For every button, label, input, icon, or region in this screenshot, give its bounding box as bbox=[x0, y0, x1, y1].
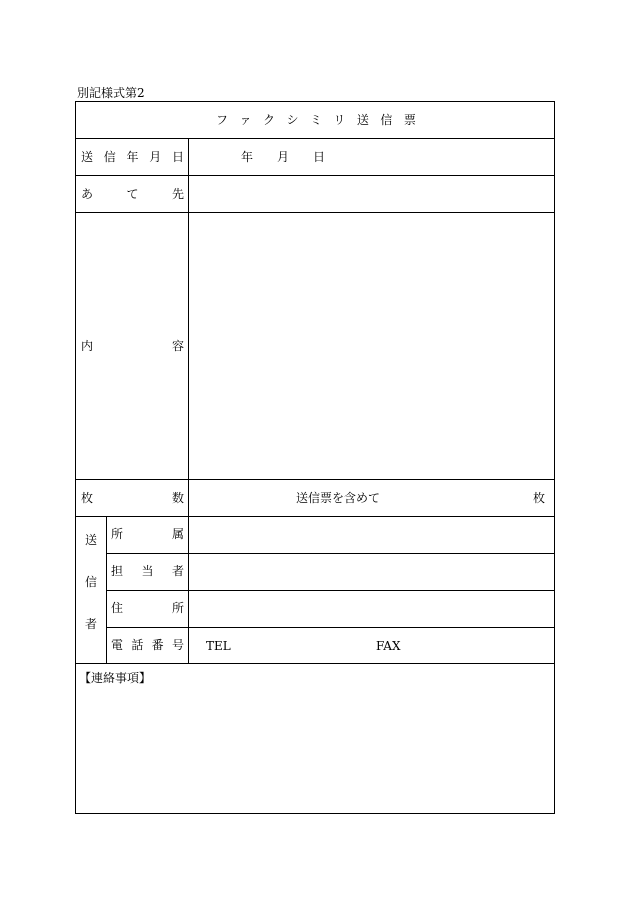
send-date-field[interactable] bbox=[189, 139, 554, 175]
form-id-label: 別記様式第2 bbox=[77, 86, 145, 100]
address-label: 住 所 bbox=[111, 601, 184, 615]
send-date-label: 送 信 年 月 日 bbox=[81, 150, 184, 164]
remarks-field[interactable] bbox=[78, 690, 552, 810]
fax-cover-sheet bbox=[75, 101, 555, 814]
content-label: 内 容 bbox=[81, 339, 184, 353]
phone-number-label: 電 話 番 号 bbox=[111, 638, 184, 652]
form-title: フ ァ ク シ ミ リ 送 信 票 bbox=[216, 113, 416, 127]
send-date-year: 年 bbox=[241, 150, 254, 164]
recipient-label: あ て 先 bbox=[81, 187, 184, 201]
row-divider bbox=[76, 663, 554, 664]
page-count-field[interactable] bbox=[189, 480, 289, 516]
tel-label: TEL bbox=[206, 639, 231, 653]
page-count-note: 送信票を含めて bbox=[296, 491, 381, 505]
remarks-label: 【連絡事項】 bbox=[79, 671, 152, 685]
row-divider bbox=[76, 479, 554, 480]
page-count-label: 枚 数 bbox=[81, 491, 184, 505]
tel-field[interactable] bbox=[236, 628, 366, 663]
fax-label: FAX bbox=[376, 639, 401, 653]
fax-field[interactable] bbox=[406, 628, 554, 663]
person-in-charge-label: 担 当 者 bbox=[111, 564, 184, 578]
person-in-charge-field[interactable] bbox=[189, 554, 554, 590]
column-divider bbox=[106, 516, 107, 663]
affiliation-label: 所 属 bbox=[111, 527, 184, 541]
send-date-month: 月 bbox=[277, 150, 290, 164]
content-field[interactable] bbox=[189, 213, 554, 479]
sender-label: 送 信 者 bbox=[84, 533, 97, 631]
page-count-unit: 枚 bbox=[533, 491, 546, 505]
send-date-day: 日 bbox=[313, 150, 326, 164]
recipient-field[interactable] bbox=[189, 176, 554, 212]
affiliation-field[interactable] bbox=[189, 517, 554, 553]
address-field[interactable] bbox=[189, 591, 554, 627]
